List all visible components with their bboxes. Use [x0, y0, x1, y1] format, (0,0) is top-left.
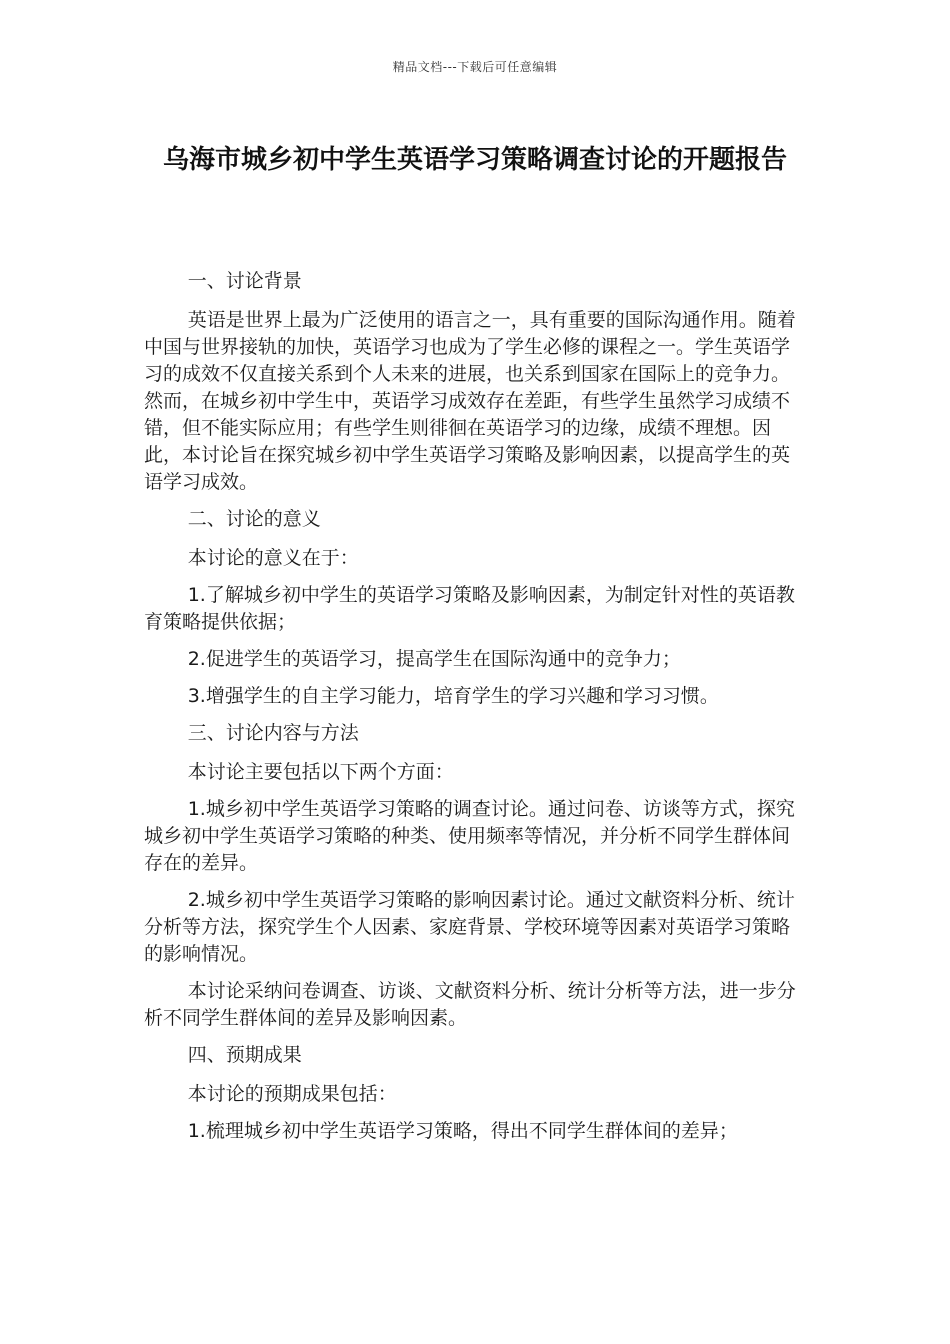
list-item-outcomes-1: 1.梳理城乡初中学生英语学习策略，得出不同学生群体间的差异；: [187, 1120, 738, 1142]
paragraph-method: 本讨论采纳问卷调查、访谈、文献资料分析、统计分析等方法，进一步分析不同学生群体间的差异及影响因素。: [144, 980, 796, 1029]
section-heading-significance: 二、讨论的意义: [187, 508, 321, 530]
header-note: 精品文档---下载后可任意编辑: [392, 60, 558, 74]
section-heading-background: 一、讨论背景: [187, 270, 302, 292]
paragraph-outcomes-intro: 本讨论的预期成果包括：: [187, 1083, 397, 1105]
paragraph-significance-intro: 本讨论的意义在于：: [187, 547, 359, 569]
document-body: [144, 268, 806, 1155]
document-title: 乌海市城乡初中学生英语学习策略调查讨论的开题报告: [162, 145, 787, 175]
section-heading-content-method: 三、讨论内容与方法: [187, 722, 359, 744]
list-item-significance-3: 3.增强学生的自主学习能力，培育学生的学习兴趣和学习习惯。: [187, 685, 719, 707]
paragraph-background: 英语是世界上最为广泛使用的语言之一，具有重要的国际沟通作用。随着中国与世界接轨的加快，英语学习也成为了学生必修的课程之一。学生英语学习的成效不仅直接关系到个人未来的进展，也关系到国家在国际上的竞争力。然而，在城乡初中学生中，英语学习成效存在差距，有些学生虽然学习成绩不错，但不能实际应用；有些学生则徘徊在英语学习的边缘，成绩不理想。因此，本讨论旨在探究城乡初中学生英语学习策略及影响因素，以提高学生的英语学习成效。: [144, 309, 796, 493]
list-item-content-1: 1.城乡初中学生英语学习策略的调查讨论。通过问卷、访谈等方式，探究城乡初中学生英语学习策略的种类、使用频率等情况，并分析不同学生群体间存在的差异。: [144, 798, 795, 874]
paragraph-content-intro: 本讨论主要包括以下两个方面：: [187, 761, 454, 783]
section-heading-outcomes: 四、预期成果: [187, 1044, 302, 1066]
list-item-content-2: 2.城乡初中学生英语学习策略的影响因素讨论。通过文献资料分析、统计分析等方法，探究学生个人因素、家庭背景、学校环境等因素对英语学习策略的影响情况。: [144, 889, 795, 965]
list-item-significance-2: 2.促进学生的英语学习，提高学生在国际沟通中的竞争力；: [187, 648, 681, 670]
list-item-significance-1: 1.了解城乡初中学生的英语学习策略及影响因素，为制定针对性的英语教育策略提供依据；: [144, 584, 795, 633]
